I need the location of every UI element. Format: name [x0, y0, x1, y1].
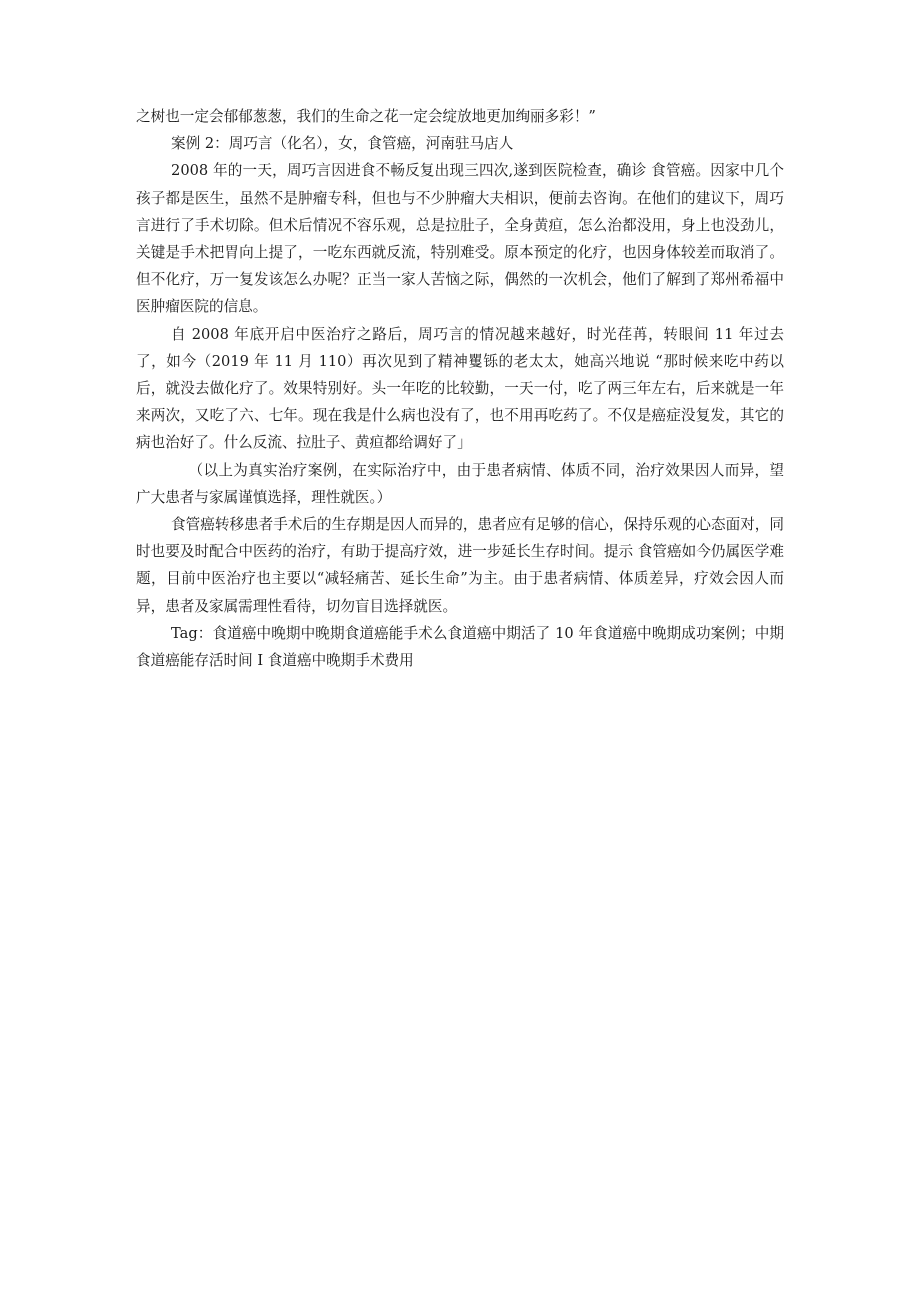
- document-page: [136, 103, 784, 674]
- paragraph-case-heading: 案例 2：周巧言（化名），女，食管癌，河南驻马店人: [171, 135, 514, 153]
- paragraph-case-outcome: 自 2008 年底开启中医治疗之路后，周巧言的情况越来越好，时光荏苒，转眼间 11 年过去了，如今（2019 年 11 月 110）再次见到了精神矍铄的老太太，她高兴地说 “那时候来吃中药以后，就没去做化疗了。效果特别好。头一年吃的比较勤，一天一付，吃了两三年左右，后来就是一年来两次，又吃了六、七年。现在我是什么病也没有了，也不用再吃药了。不仅是癌症没复发，其它的病也治好了。什么反流、拉肚子、黄疸都给调好了」: [136, 325, 784, 452]
- paragraph-case-story: 2008 年的一天，周巧言因进食不畅反复出现三四次,遂到医院检查，确诊 食管癌。因家中几个孩子都是医生，虽然不是肿瘤专科，但也与不少肿瘤大夫相识，便前去咨询。在他们的建议下，周巧言进行了手术切除。但术后情况不容乐观，总是拉肚子，全身黄疸，怎么治都没用，身上也没劲儿，关键是手术把胃向上提了，一吃东西就反流，特别难受。原本预定的化疗，也因身体较差而取消了。但不化疗，万一复发该怎么办呢？正当一家人苦恼之际，偶然的一次机会，他们了解到了郑州希福中医肿瘤医院的信息。: [136, 162, 784, 316]
- paragraph-tags: Tag：食道癌中晚期中晚期食道癌能手术么食道癌中期活了 10 年食道癌中晚期成功案例；中期食道癌能存活时间 I 食道癌中晚期手术费用: [136, 624, 784, 670]
- paragraph-summary: 食管癌转移患者手术后的生存期是因人而异的，患者应有足够的信心，保持乐观的心态面对，同时也要及时配合中医药的治疗，有助于提高疗效，进一步延长生存时间。提示 食管癌如今仍属医学难题，目前中医治疗也主要以“减轻痛苦、延长生命”为主。由于患者病情、体质差异，疗效会因人而异，患者及家属需理性看待，切勿盲目选择就医。: [136, 516, 784, 615]
- paragraph-continuation: 之树也一定会郁郁葱葱，我们的生命之花一定会绽放地更加绚丽多彩！”: [136, 108, 596, 125]
- paragraph-disclaimer: （以上为真实治疗案例，在实际治疗中，由于患者病情、体质不同，治疗效果因人而异，望广大患者与家属谨慎选择，理性就医。）: [136, 461, 784, 506]
